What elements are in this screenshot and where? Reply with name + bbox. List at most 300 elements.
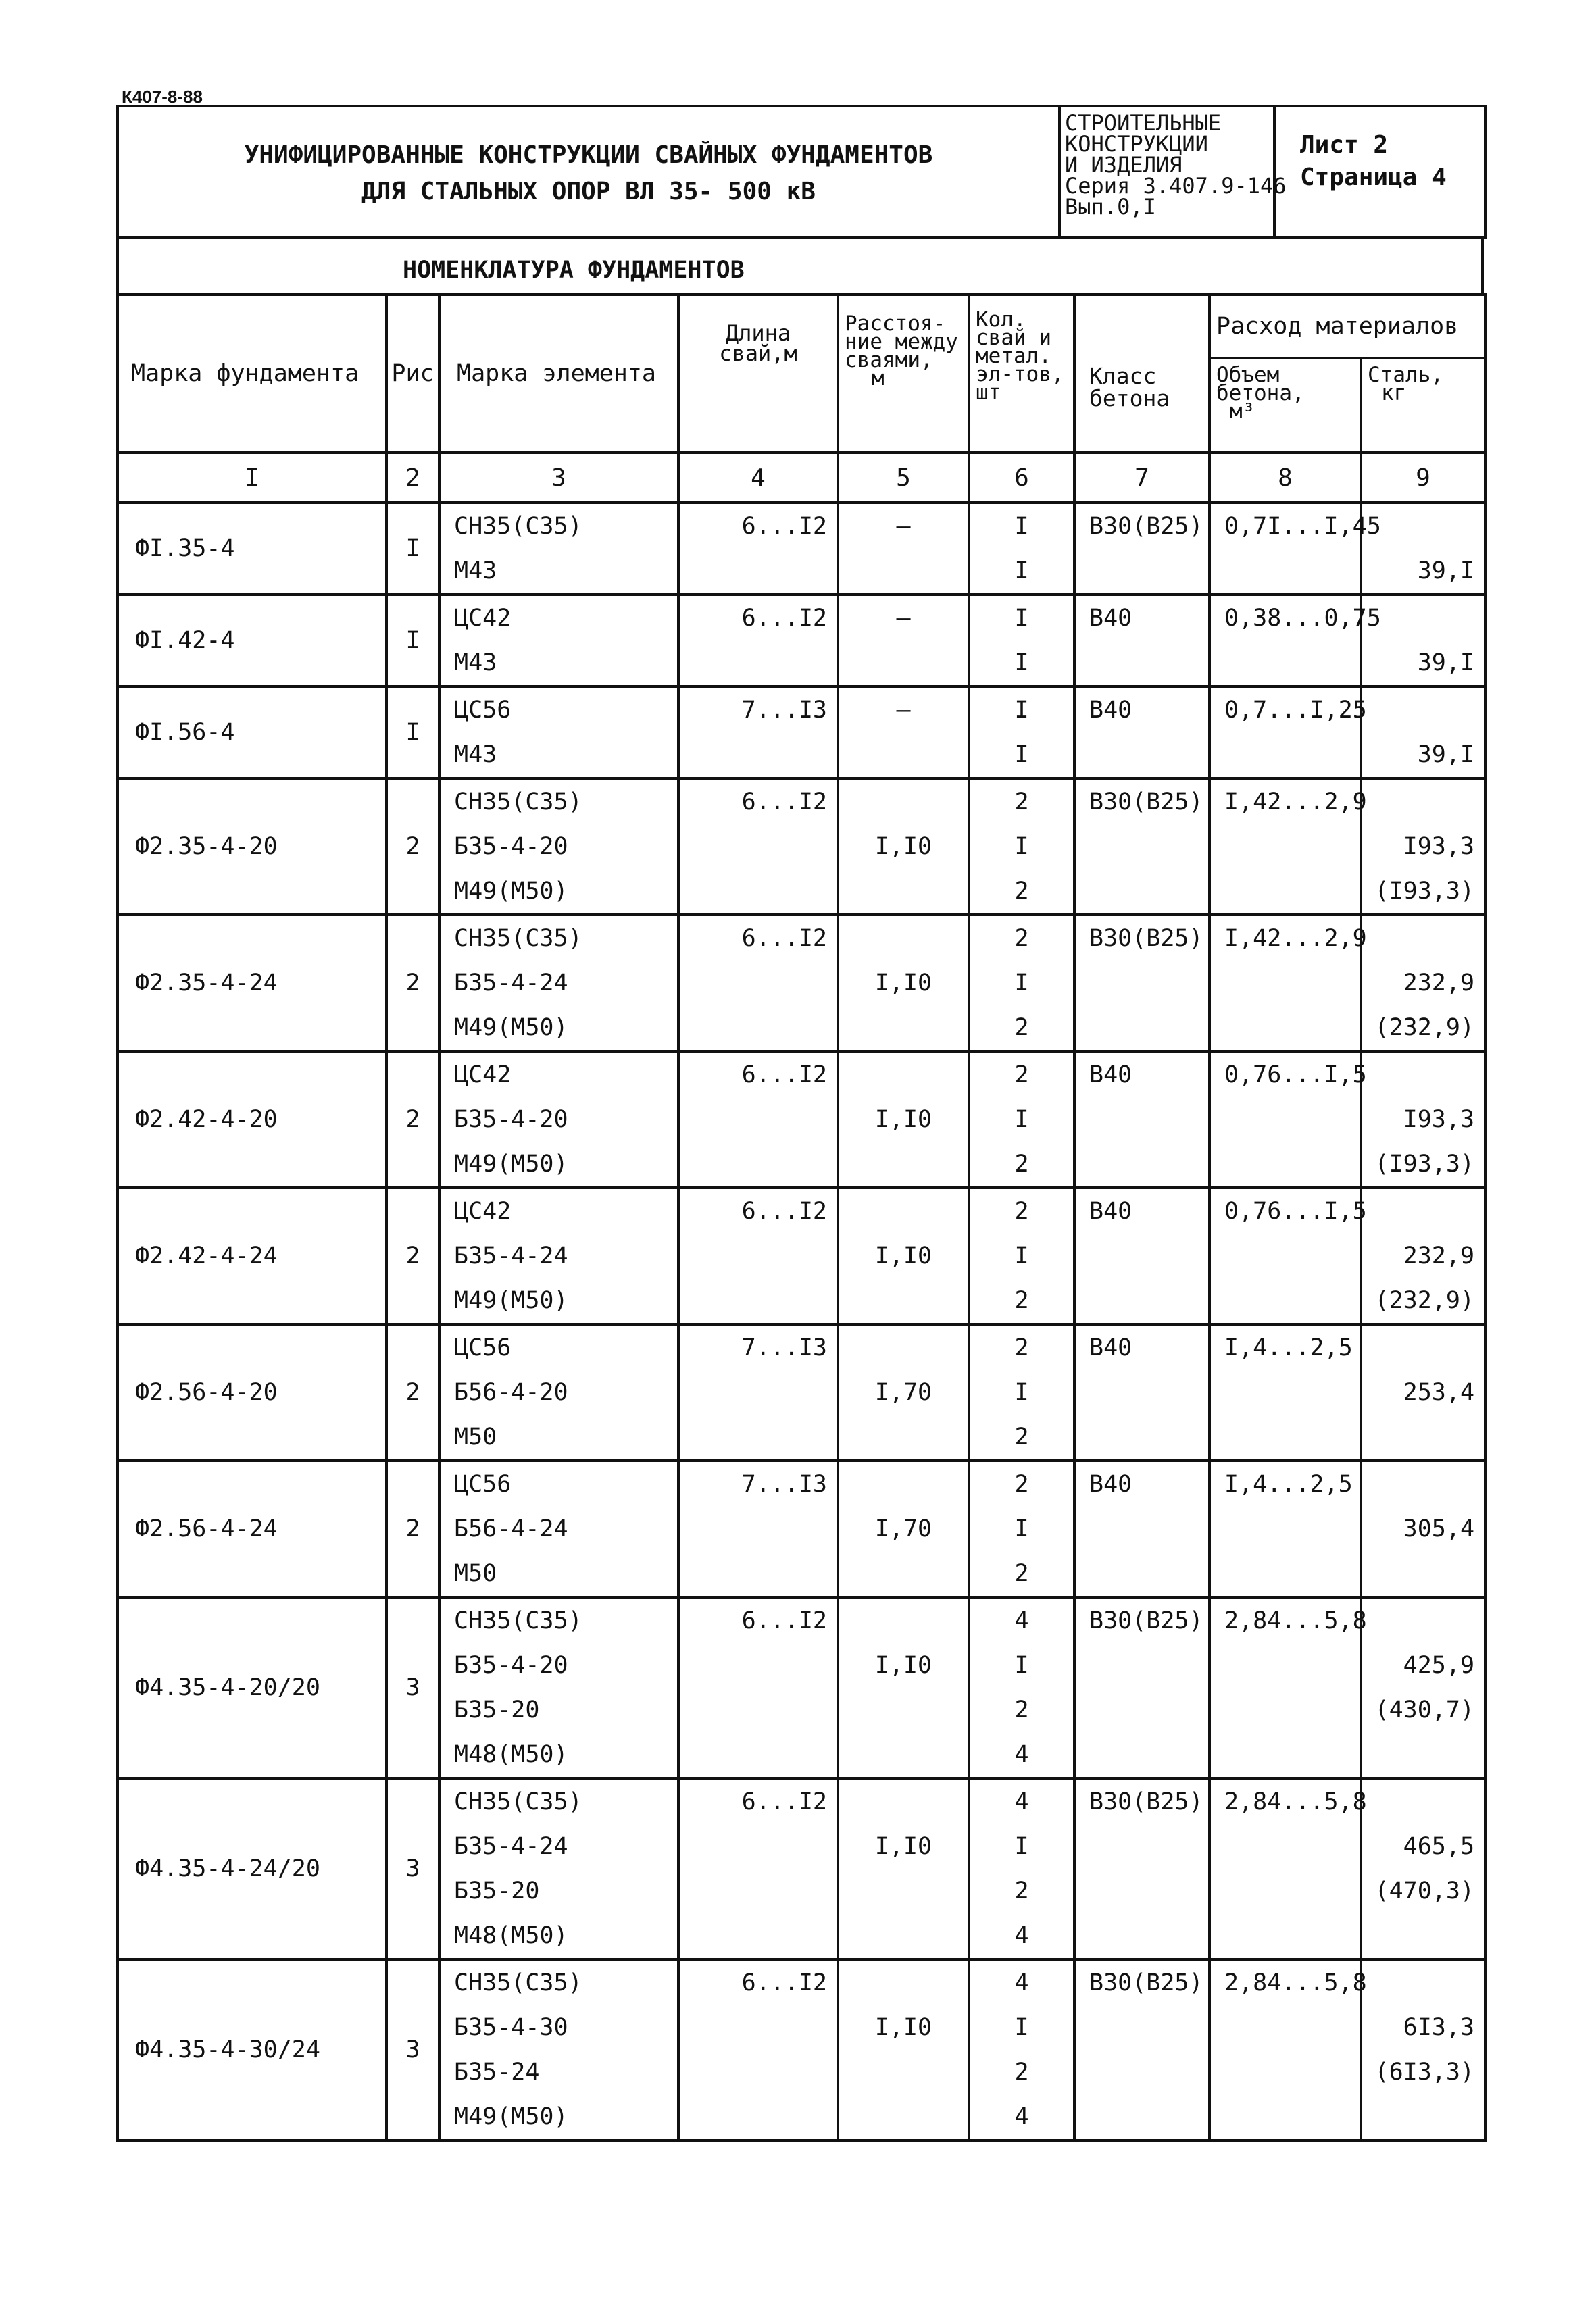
pile-length (680, 1869, 827, 1913)
foundation-mark: Ф2.56-4-20 (118, 1324, 386, 1461)
foundation-mark: ФI.35-4 (118, 503, 386, 595)
element-count-cell (969, 1461, 1074, 1597)
header-line: ние между (845, 330, 958, 354)
concrete-class (1089, 1142, 1208, 1186)
concrete-class-cell (1074, 1051, 1210, 1188)
steel-mass: (I93,3) (1374, 1151, 1475, 1178)
pile-length (680, 824, 827, 869)
pile-distance-cell (838, 778, 969, 915)
foundation-mark: ФI.56-4 (118, 686, 386, 778)
pile-length (680, 1507, 827, 1551)
element-count-cell (969, 503, 1074, 595)
steel-mass (1362, 780, 1474, 824)
pile-distance (839, 1053, 968, 1097)
concrete-class (1089, 1824, 1208, 1869)
steel-mass (1362, 1780, 1474, 1824)
element-count-cell (969, 915, 1074, 1051)
column-number: 3 (439, 453, 678, 503)
foundation-mark: Ф2.42-4-20 (118, 1051, 386, 1188)
element-count: 2 (1014, 1696, 1029, 1724)
steel-mass: (I93,3) (1374, 878, 1475, 905)
concrete-volume (1224, 1824, 1360, 1869)
concrete-volume-cell (1210, 915, 1367, 1051)
concrete-volume (1224, 732, 1360, 777)
element-count: I (1014, 1833, 1029, 1860)
steel-mass (1362, 1053, 1474, 1097)
figure-number: I (386, 595, 439, 686)
concrete-volume (1224, 1643, 1360, 1688)
concrete-volume-cell (1210, 1597, 1367, 1778)
concrete-volume (1224, 1142, 1360, 1186)
element-count: 2 (1014, 788, 1029, 815)
steel-mass (1362, 1732, 1474, 1777)
element-mark-cell (439, 1461, 678, 1597)
pile-distance: I,70 (874, 1515, 932, 1542)
element-mark: ЦС56 (454, 1471, 512, 1498)
concrete-class: В30(В25) (1089, 1607, 1203, 1634)
element-count: 4 (1014, 1922, 1029, 1949)
concrete-class: В40 (1089, 1061, 1132, 1088)
concrete-class (1089, 1869, 1208, 1913)
foundation-mark: ФI.42-4 (118, 595, 386, 686)
pile-length: 7...I3 (741, 1471, 827, 1498)
element-mark: ЦС42 (454, 1061, 512, 1088)
table-row (118, 503, 1485, 595)
header-line: бетона, (1216, 381, 1305, 405)
element-count: I (1014, 1652, 1029, 1679)
concrete-volume (1224, 1732, 1360, 1777)
concrete-volume (1224, 961, 1360, 1005)
element-count: 2 (1014, 1878, 1029, 1905)
concrete-volume: I,4...2,5 (1224, 1471, 1353, 1498)
pile-length: 6...I2 (741, 513, 827, 540)
pile-length-cell (678, 915, 838, 1051)
steel-mass: I93,3 (1403, 833, 1475, 860)
element-mark: ЦС42 (454, 605, 512, 632)
header-line: Кол. (976, 307, 1026, 332)
element-mark: Б35-20 (454, 1878, 540, 1905)
pile-distance (839, 1278, 968, 1323)
element-count: 2 (1014, 1151, 1029, 1178)
header-line: свай и (976, 326, 1051, 350)
steel-mass (1362, 2094, 1474, 2139)
element-count: 2 (1014, 1014, 1029, 1041)
foundation-mark: Ф2.35-4-24 (118, 915, 386, 1051)
page-number: Страница 4 (1300, 164, 1447, 191)
pile-length (680, 2050, 827, 2094)
concrete-class: В30(В25) (1089, 925, 1203, 952)
figure-number: 3 (386, 1778, 439, 1959)
concrete-volume (1224, 1507, 1360, 1551)
element-count: 4 (1014, 1969, 1029, 1996)
pile-distance (839, 1326, 968, 1370)
element-mark: СН35(С35) (454, 788, 582, 815)
element-count-cell (969, 1324, 1074, 1461)
concrete-class-cell (1074, 686, 1210, 778)
sheet-number: Лист 2 (1300, 131, 1389, 159)
element-count: 4 (1014, 2103, 1029, 2130)
col-header-steel (1361, 358, 1485, 453)
element-mark-cell (439, 1324, 678, 1461)
steel-mass (1362, 1599, 1474, 1643)
steel-mass (1362, 1189, 1474, 1234)
table-row (118, 1597, 1485, 1778)
pile-distance: I,I0 (874, 1652, 932, 1679)
element-mark: ЦС42 (454, 1198, 512, 1225)
pile-length: 7...I3 (741, 697, 827, 724)
pile-distance (839, 640, 968, 685)
pile-length (680, 869, 827, 913)
concrete-class-cell (1074, 1324, 1210, 1461)
concrete-class-cell (1074, 503, 1210, 595)
element-mark: Б35-4-24 (454, 1242, 568, 1269)
steel-mass: 232,9 (1403, 970, 1475, 997)
element-count: I (1014, 605, 1029, 632)
element-mark: Б35-4-30 (454, 2014, 568, 2041)
table-row (118, 778, 1485, 915)
concrete-volume (1224, 549, 1360, 593)
concrete-class (1089, 1005, 1208, 1050)
concrete-volume-cell (1210, 1051, 1367, 1188)
concrete-class: В40 (1089, 1334, 1132, 1361)
title-line: УНИФИЦИРОВАННЫЕ КОНСТРУКЦИИ СВАЙНЫХ ФУНДАМЕНТОВ (244, 141, 933, 169)
element-count: I (1014, 697, 1029, 724)
element-mark: М48(М50) (454, 1741, 568, 1768)
element-mark: М50 (454, 1424, 497, 1451)
element-count: I (1014, 649, 1029, 676)
figure-number: 2 (386, 1051, 439, 1188)
pile-length (680, 961, 827, 1005)
element-mark-cell (439, 778, 678, 915)
element-count-cell (969, 1597, 1074, 1778)
concrete-class (1089, 2005, 1208, 2050)
pile-distance (839, 1961, 968, 2005)
concrete-volume (1224, 1234, 1360, 1278)
element-count: 2 (1014, 1198, 1029, 1225)
steel-mass-cell (1361, 915, 1485, 1051)
element-count: 2 (1014, 1560, 1029, 1587)
concrete-volume: 0,7I...I,45 (1224, 513, 1381, 540)
concrete-volume (1224, 640, 1360, 685)
column-number: 5 (838, 453, 969, 503)
element-mark: М43 (454, 557, 497, 584)
concrete-class-cell (1074, 1597, 1210, 1778)
concrete-volume (1224, 1913, 1360, 1958)
element-count: 4 (1014, 1788, 1029, 1815)
col-header-mark: Марка фундамента (118, 295, 386, 453)
concrete-volume (1224, 824, 1360, 869)
element-mark: М50 (454, 1560, 497, 1587)
header-line: кг (1381, 381, 1407, 405)
pile-distance-cell (838, 1188, 969, 1324)
steel-mass-cell (1361, 1188, 1485, 1324)
concrete-class (1089, 1278, 1208, 1323)
col-header-count (969, 295, 1074, 453)
element-mark-cell (439, 1597, 678, 1778)
pile-distance (839, 1732, 968, 1777)
element-mark-cell (439, 1188, 678, 1324)
steel-mass (1362, 1326, 1474, 1370)
header-line: м³ (1230, 399, 1255, 424)
pile-length-cell (678, 1959, 838, 2140)
element-mark: М49(М50) (454, 1151, 568, 1178)
concrete-volume (1224, 1688, 1360, 1732)
pile-distance (839, 1913, 968, 1958)
foundation-mark: Ф4.35-4-20/20 (118, 1597, 386, 1778)
concrete-volume: I,4...2,5 (1224, 1334, 1353, 1361)
concrete-class (1089, 1234, 1208, 1278)
figure-number: I (386, 686, 439, 778)
pile-length (680, 1643, 827, 1688)
col-header-concrete-class (1074, 295, 1210, 453)
pile-distance (839, 1780, 968, 1824)
concrete-volume-cell (1210, 1778, 1367, 1959)
pile-distance: I,I0 (874, 1242, 932, 1269)
document-title (118, 106, 1059, 238)
pile-distance (839, 1551, 968, 1596)
pile-distance (839, 1869, 968, 1913)
element-mark: М43 (454, 741, 497, 768)
steel-mass: 39,I (1417, 557, 1475, 584)
table-row (118, 1188, 1485, 1324)
pile-distance (839, 1005, 968, 1050)
pile-distance-cell (838, 1461, 969, 1597)
pile-distance (839, 2094, 968, 2139)
concrete-class: В30(В25) (1089, 1788, 1203, 1815)
header-line: Сталь, (1368, 363, 1443, 387)
element-count: I (1014, 741, 1029, 768)
table-row (118, 686, 1485, 778)
pile-length: 6...I2 (741, 1607, 827, 1634)
table-row (118, 595, 1485, 686)
element-count: I (1014, 513, 1029, 540)
pile-length-cell (678, 1597, 838, 1778)
element-count: 2 (1014, 1471, 1029, 1498)
steel-mass: (430,7) (1374, 1696, 1475, 1724)
pile-distance (839, 1688, 968, 1732)
header-line: Объем (1216, 363, 1280, 387)
element-count-cell (969, 778, 1074, 915)
steel-mass (1362, 1961, 1474, 2005)
element-mark: Б35-24 (454, 2059, 540, 2086)
steel-mass: 425,9 (1403, 1652, 1475, 1679)
pile-length-cell (678, 1778, 838, 1959)
steel-mass-cell (1361, 1461, 1485, 1597)
pile-length-cell (678, 595, 838, 686)
pile-length-cell (678, 1188, 838, 1324)
element-count: 2 (1014, 878, 1029, 905)
pile-length (680, 1551, 827, 1596)
element-count: 4 (1014, 1607, 1029, 1634)
element-mark: СН35(С35) (454, 1788, 582, 1815)
steel-mass: 253,4 (1403, 1379, 1475, 1406)
concrete-class (1089, 732, 1208, 777)
concrete-volume (1224, 2005, 1360, 2050)
concrete-class (1089, 824, 1208, 869)
steel-mass: 6I3,3 (1403, 2014, 1475, 2041)
table-row (118, 1324, 1485, 1461)
column-number: 9 (1361, 453, 1485, 503)
pile-distance: I,I0 (874, 970, 932, 997)
concrete-volume-cell (1210, 1959, 1367, 2140)
concrete-class (1089, 1370, 1208, 1415)
concrete-volume (1224, 1370, 1360, 1415)
column-number: I (118, 453, 386, 503)
element-count: I (1014, 1515, 1029, 1542)
concrete-class: В40 (1089, 1198, 1132, 1225)
pile-length: 6...I2 (741, 1788, 827, 1815)
steel-mass: 465,5 (1403, 1833, 1475, 1860)
steel-mass (1362, 916, 1474, 961)
element-count: 2 (1014, 925, 1029, 952)
steel-mass (1362, 688, 1474, 732)
figure-number: 3 (386, 1959, 439, 2140)
element-count: 2 (1014, 1287, 1029, 1314)
pile-distance (839, 1599, 968, 1643)
steel-mass-cell (1361, 686, 1485, 778)
series-line: Серия 3.407.9-146 (1065, 173, 1287, 199)
element-mark-cell (439, 1778, 678, 1959)
element-mark: СН35(С35) (454, 513, 582, 540)
concrete-class: В30(В25) (1089, 788, 1203, 815)
element-mark: СН35(С35) (454, 1607, 582, 1634)
pile-length: 6...I2 (741, 925, 827, 952)
pile-length: 6...I2 (741, 1061, 827, 1088)
header-line: м (872, 366, 884, 391)
pile-distance-cell (838, 915, 969, 1051)
element-count-cell (969, 1959, 1074, 2140)
series-line: Вып.0,I (1065, 194, 1156, 220)
concrete-volume-cell (1210, 595, 1381, 686)
steel-mass: 232,9 (1403, 1242, 1475, 1269)
element-mark: ЦС56 (454, 697, 512, 724)
figure-number: I (386, 503, 439, 595)
header-line: бетона (1089, 385, 1170, 411)
pile-distance (839, 1462, 968, 1507)
pile-length-cell (678, 778, 838, 915)
pile-distance: I,I0 (874, 1106, 932, 1133)
foundation-mark: Ф4.35-4-30/24 (118, 1959, 386, 2140)
pile-length (680, 732, 827, 777)
concrete-class (1089, 1507, 1208, 1551)
steel-mass: (470,3) (1374, 1878, 1475, 1905)
steel-mass: I93,3 (1403, 1106, 1475, 1133)
concrete-volume (1224, 1278, 1360, 1323)
figure-number: 2 (386, 915, 439, 1051)
pile-distance-cell (838, 1597, 969, 1778)
header-line: Длина (725, 320, 791, 346)
pile-length-cell (678, 503, 838, 595)
concrete-volume (1224, 869, 1360, 913)
pile-length (680, 1370, 827, 1415)
pile-distance-cell (838, 503, 969, 595)
concrete-volume: I,42...2,9 (1224, 788, 1367, 815)
series-block (1059, 106, 1287, 238)
element-mark: СН35(С35) (454, 1969, 582, 1996)
element-mark: М49(М50) (454, 1287, 568, 1314)
steel-mass: (6I3,3) (1374, 2059, 1475, 2086)
pile-length (680, 1732, 827, 1777)
concrete-class (1089, 1913, 1208, 1958)
concrete-volume: 2,84...5,8 (1224, 1969, 1367, 1996)
col-header-element: Марка элемента (439, 295, 678, 453)
steel-mass-cell (1361, 1778, 1485, 1959)
steel-mass (1362, 1551, 1474, 1596)
figure-number: 3 (386, 1597, 439, 1778)
pile-length (680, 1688, 827, 1732)
steel-mass: 305,4 (1403, 1515, 1475, 1542)
concrete-volume (1224, 1415, 1360, 1459)
table-row (118, 1959, 1485, 2140)
pile-length: 7...I3 (741, 1334, 827, 1361)
concrete-volume (1224, 2094, 1360, 2139)
concrete-volume (1224, 2050, 1360, 2094)
document-code: К407-8-88 (122, 86, 203, 107)
concrete-volume: 0,76...I,5 (1224, 1061, 1367, 1088)
concrete-class: В30(В25) (1089, 513, 1203, 540)
concrete-class-cell (1074, 778, 1210, 915)
concrete-class-cell (1074, 915, 1210, 1051)
concrete-class-cell (1074, 1959, 1210, 2140)
pile-distance-cell (838, 686, 969, 778)
element-mark: СН35(С35) (454, 925, 582, 952)
foundation-mark: Ф2.42-4-24 (118, 1188, 386, 1324)
element-mark: Б35-4-20 (454, 1106, 568, 1133)
concrete-volume-cell (1210, 503, 1381, 595)
pile-distance: I,I0 (874, 833, 932, 860)
element-mark: М48(М50) (454, 1922, 568, 1949)
concrete-volume (1224, 1097, 1360, 1142)
concrete-class (1089, 869, 1208, 913)
pile-length: 6...I2 (741, 1198, 827, 1225)
pile-distance (839, 916, 968, 961)
col-header-length (678, 295, 838, 453)
element-count-cell (969, 595, 1074, 686)
element-mark: ЦС56 (454, 1334, 512, 1361)
concrete-volume: 0,76...I,5 (1224, 1198, 1367, 1225)
element-mark: М49(М50) (454, 1014, 568, 1041)
pile-distance-cell (838, 1324, 969, 1461)
foundation-mark: Ф4.35-4-24/20 (118, 1778, 386, 1959)
pile-length (680, 1234, 827, 1278)
concrete-volume (1224, 1869, 1360, 1913)
figure-number: 2 (386, 1324, 439, 1461)
concrete-volume: 0,7...I,25 (1224, 697, 1367, 724)
pile-length: 6...I2 (741, 1969, 827, 1996)
pile-length (680, 1913, 827, 1958)
pile-length (680, 1005, 827, 1050)
concrete-class (1089, 2050, 1208, 2094)
steel-mass: 39,I (1417, 649, 1475, 676)
element-count: I (1014, 1242, 1029, 1269)
figure-number: 2 (386, 778, 439, 915)
concrete-class-cell (1074, 1461, 1210, 1597)
element-count-cell (969, 1778, 1074, 1959)
pile-distance (839, 869, 968, 913)
pile-length (680, 2094, 827, 2139)
table-row (118, 915, 1485, 1051)
element-mark-cell (439, 1051, 678, 1188)
header-line: Расстоя- (845, 311, 946, 336)
element-count: 2 (1014, 1061, 1029, 1088)
col-header-fig: Рис (386, 295, 439, 453)
concrete-class-cell (1074, 595, 1210, 686)
pile-distance-cell (838, 595, 969, 686)
element-count: 4 (1014, 1741, 1029, 1768)
concrete-volume (1224, 1005, 1360, 1050)
pile-length: 6...I2 (741, 788, 827, 815)
steel-mass: (232,9) (1374, 1287, 1475, 1314)
